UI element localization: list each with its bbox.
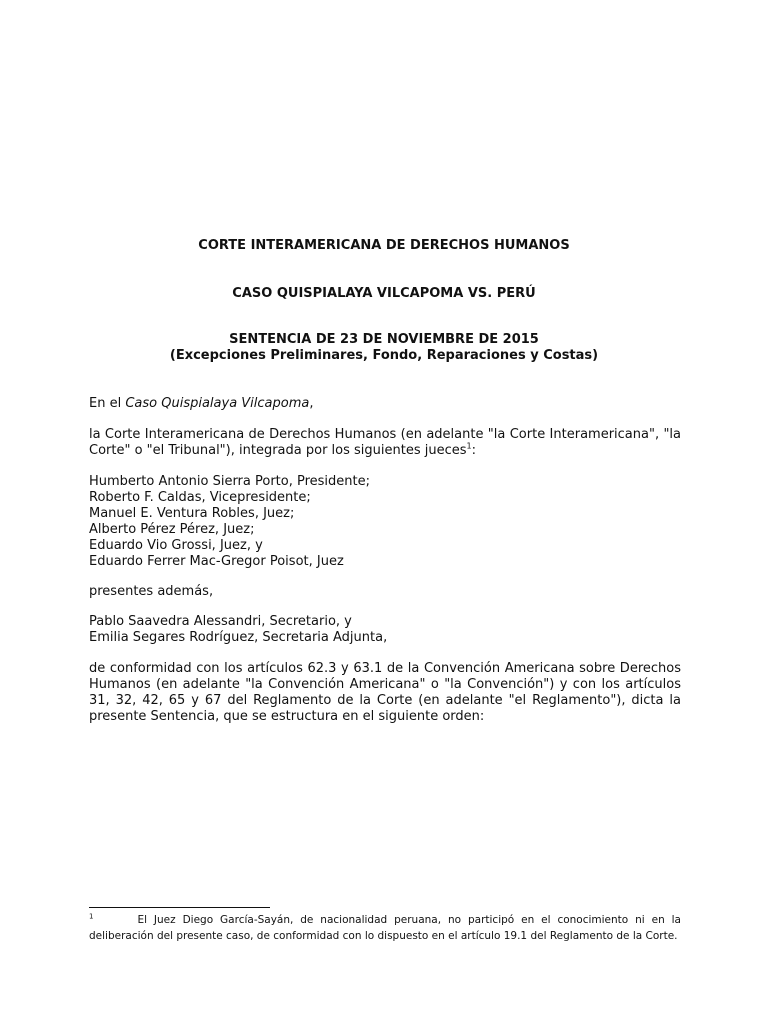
intro-suffix: , [309, 396, 314, 411]
judge-entry: Manuel E. Ventura Robles, Juez; [89, 506, 295, 521]
intro-prefix: En el [89, 396, 126, 411]
judge-entry: Roberto F. Caldas, Vicepresidente; [89, 490, 311, 505]
closing-text: de conformidad con los artículos 62.3 y 63.1 de la Convención Americana sobre Derechos Humanos (en adelante "la Convención Americana" o "la Convención") y con los artículos 31, 32, 42, 65 y 67 del Reglamento de la Corte (en adelante "el Reglamento"), dicta la presente Sentencia, que se estructura en el siguiente orden: [89, 661, 681, 724]
judge-entry: Eduardo Vio Grossi, Juez, y [89, 538, 263, 553]
footnote-reference[interactable]: 1 [466, 441, 472, 451]
closing-paragraph [89, 661, 681, 725]
judge-entry: Humberto Antonio Sierra Porto, Presidente; [89, 474, 371, 489]
judge-entry: Alberto Pérez Pérez, Juez; [89, 522, 255, 537]
footnote-text: El Juez Diego García-Sayán, de nacionalidad peruana, no participó en el conocimiento ni en la deliberación del presente caso, de conformidad con lo dispuesto en el artículo 19.1 del Reglamento de la Corte. [89, 914, 681, 942]
court-heading: CORTE INTERAMERICANA DE DERECHOS HUMANOS [198, 238, 570, 253]
judge-entry: Eduardo Ferrer Mac-Gregor Poisot, Juez [89, 554, 344, 569]
footnote [89, 912, 681, 944]
intro-case-name: Caso Quispialaya Vilcapoma [125, 396, 310, 411]
case-heading: CASO QUISPIALAYA VILCAPOMA VS. PERÚ [232, 286, 536, 301]
judgment-heading: SENTENCIA DE 23 DE NOVIEMBRE DE 2015 [229, 332, 539, 347]
judges-list [89, 474, 681, 570]
secretary-entry: Emilia Segares Rodríguez, Secretaria Adjunta, [89, 630, 388, 645]
judgment-subheading: (Excepciones Preliminares, Fondo, Reparaciones y Costas) [169, 348, 599, 363]
also-present-text: presentes además, [89, 584, 214, 599]
also-present-paragraph [89, 584, 681, 600]
secretary-entry: Pablo Saavedra Alessandri, Secretario, y [89, 614, 352, 629]
intro-paragraph [89, 396, 681, 412]
composition-text: la Corte Interamericana de Derechos Humanos (en adelante "la Corte Interamericana", "la Corte" o "el Tribunal"), integrada por los siguientes jueces [89, 427, 681, 458]
secretaries-list [89, 614, 681, 646]
footnote-separator [89, 907, 270, 908]
composition-paragraph [89, 427, 681, 459]
footnote-number: 1 [89, 912, 94, 921]
composition-end: : [471, 443, 476, 458]
